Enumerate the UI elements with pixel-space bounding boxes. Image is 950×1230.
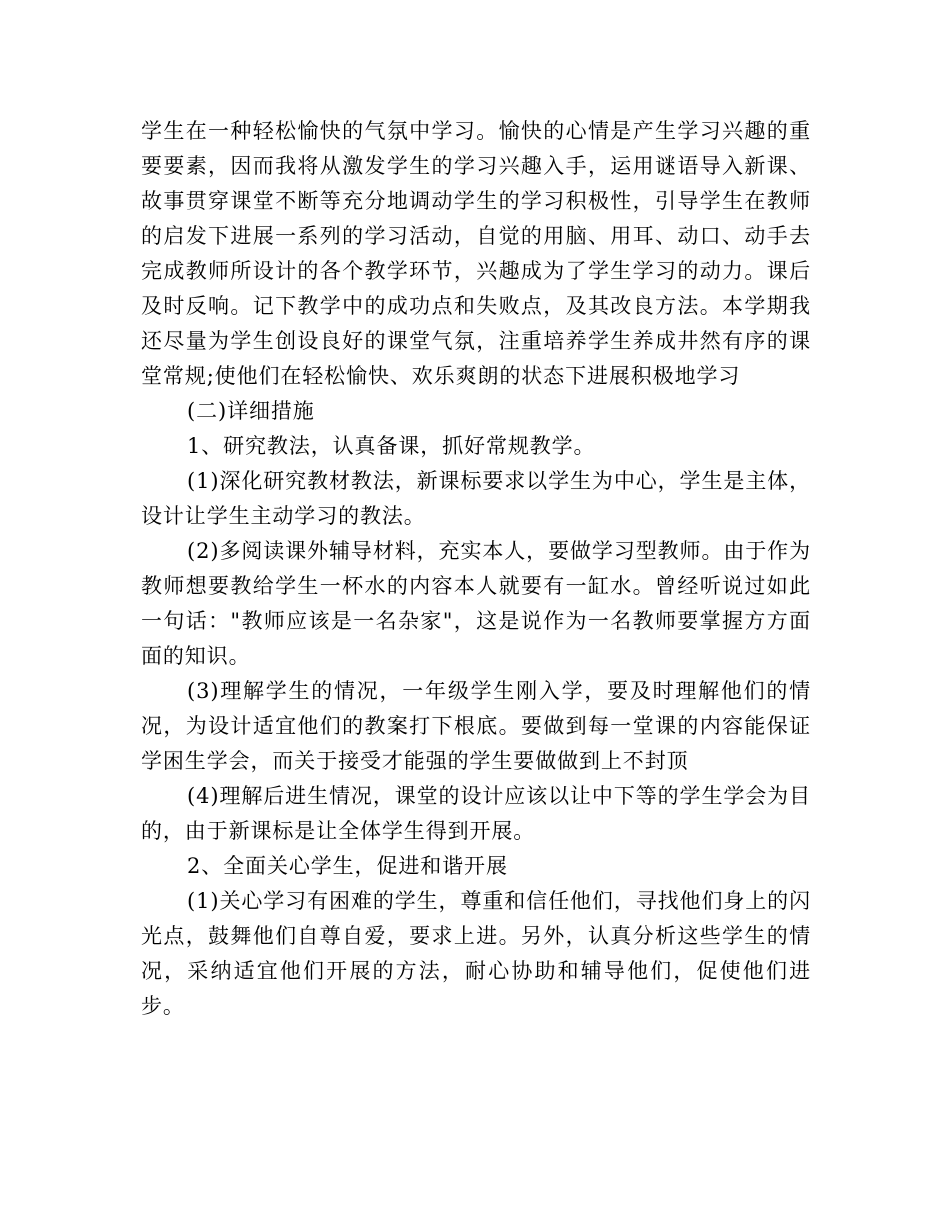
subheading-teaching-methods: 1、研究教法，认真备课，抓好常规教学。: [187, 434, 596, 458]
paragraph-continued: 学生在一种轻松愉快的气氛中学习。愉快的心情是产生学习兴趣的重要要素，因而我将从激发学生的学习兴趣入手，运用谜语导入新课、故事贯穿课堂不断等充分地调动学生的学习积极性，引导学生在教师的启发下进展一系列的学习活动，自觉的用脑、用耳、动口、动手去完成教师所设计的各个教学环节，兴趣成为了学生学习的动力。课后及时反响。记下教学中的成功点和失败点，及其改良方法。本学期我还尽量为学生创设良好的课堂气氛，注重培养学生养成井然有序的课堂常规;使他们在轻松愉快、欢乐爽朗的状态下进展积极地学习: [141, 119, 811, 388]
paragraph-care-item-1: (1)关心学习有困难的学生，尊重和信任他们，寻找他们身上的闪光点，鼓舞他们自尊自爱，要求上进。另外，认真分析这些学生的情况，采纳适宜他们开展的方法，耐心协助和辅导他们，促使他们进步。: [141, 889, 811, 1018]
paragraph-item-3: (3)理解学生的情况，一年级学生刚入学，要及时理解他们的情况，为设计适宜他们的教案打下根底。要做到每一堂课的内容能保证学困生学会，而关于接受才能强的学生要做做到上不封顶: [141, 679, 811, 773]
section-heading-detailed-measures: (二)详细措施: [187, 399, 315, 423]
paragraph-item-2: (2)多阅读课外辅导材料，充实本人，要做学习型教师。由于作为教师想要教给学生一杯水的内容本人就要有一缸水。曾经听说过如此一句话："教师应该是一名杂家"，这是说作为一名教师要掌握方方面面的知识。: [141, 539, 811, 668]
paragraph-item-1: (1)深化研究教材教法，新课标要求以学生为中心，学生是主体，设计让学生主动学习的教法。: [141, 469, 811, 528]
document-body: [141, 114, 811, 1024]
subheading-care-for-students: 2、全面关心学生，促进和谐开展: [187, 854, 508, 878]
paragraph-item-4: (4)理解后进生情况，课堂的设计应该以让中下等的学生学会为目的，由于新课标是让全体学生得到开展。: [141, 784, 811, 843]
